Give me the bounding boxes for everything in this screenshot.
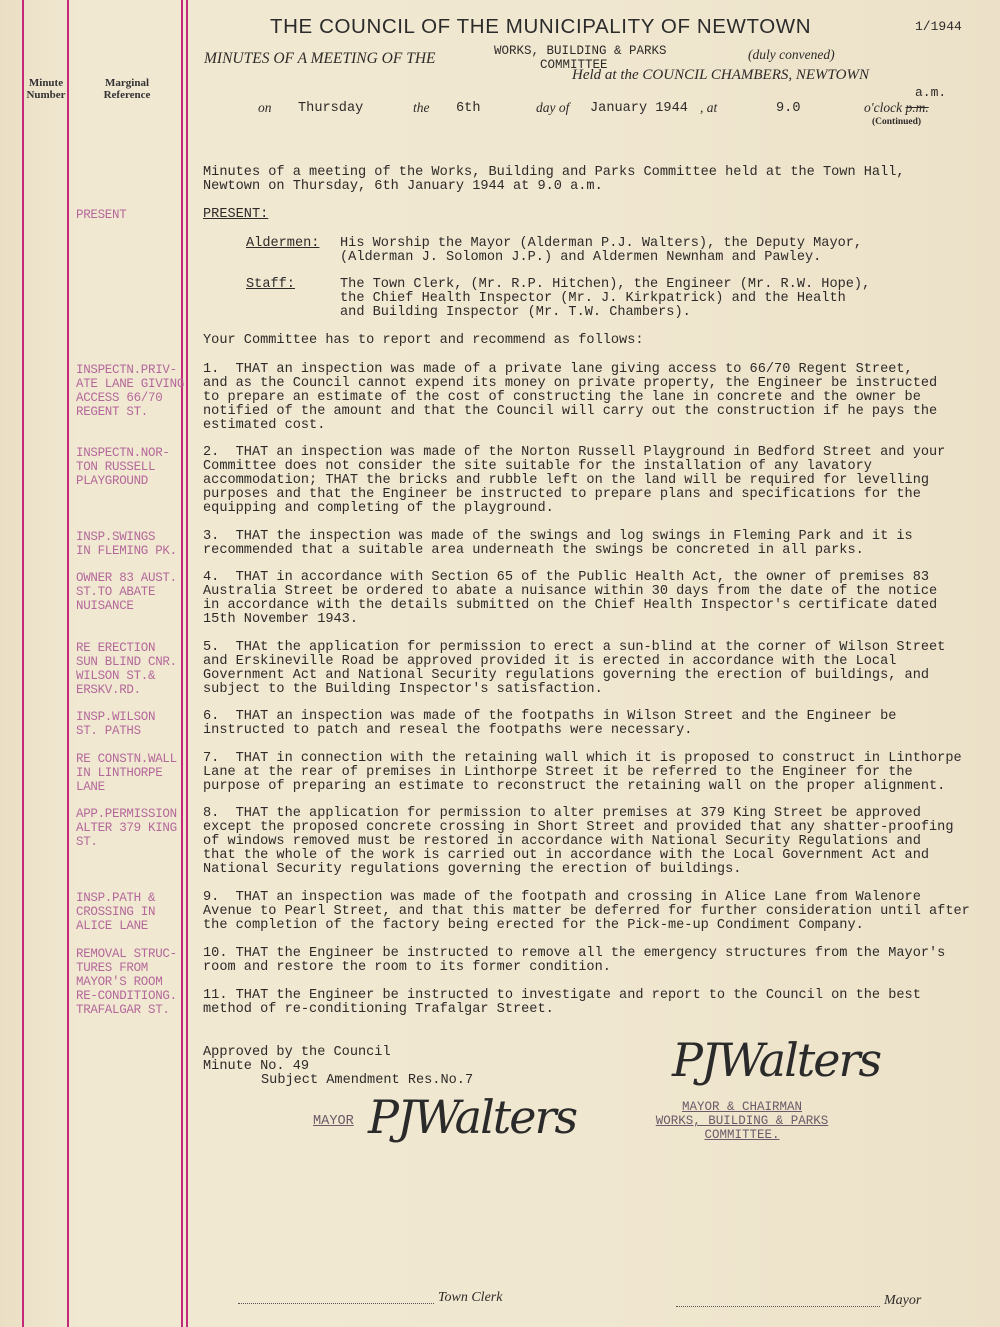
minute-item-3: 3. THAT the inspection was made of the swings and log swings in Fleming Park and it is recommended that a suitable area underneath the swings be concreted in all parks.: [203, 529, 913, 558]
chairman-title: MAYOR & CHAIRMAN WORKS, BUILDING & PARKS COMMITTEE.: [655, 1100, 829, 1142]
on-label: on: [258, 100, 272, 115]
staff-list: The Town Clerk, (Mr. R.P. Hitchen), the Engineer (Mr. R.W. Hope), the Chief Health Inspector (Mr. J. Kirkpatrick) and the Health and Building Inspector (Mr. T.W. Chambers).: [340, 277, 871, 320]
committee-name: WORKS, BUILDING & PARKS: [494, 44, 667, 58]
am-note: a.m.: [915, 85, 947, 100]
intro-paragraph: Minutes of a meeting of the Works, Building and Parks Committee held at the Town Hall, Newtown on Thursday, 6th January 1944 at 9.0 a.m.: [203, 165, 905, 194]
margin-ref-item-6: INSP.WILSON ST. PATHS: [76, 710, 156, 738]
margin-rule: [186, 0, 188, 1327]
aldermen-label: Aldermen:: [246, 236, 320, 251]
month-year: January 1944: [590, 101, 688, 116]
minute-item-1: 1. THAT an inspection was made of a private lane giving access to 66/70 Regent Street, and as the Council cannot expend its money on private property, the Engineer be instructed to prepare an estimate of the cost of constructing the lane in concrete and the owner be notified of the amount and that the Council will carry out the construction if he pays the estimated cost.: [203, 362, 938, 433]
minute-item-4: 4. THAT in accordance with Section 65 of the Public Health Act, the owner of premises 83 Australia Street be ordered to abate a nuisance within 30 days from the date of the notice in accordance with the details submitted on the Chief Health Inspector's certificate dated 15th November 1943.: [203, 570, 938, 627]
staff-label: Staff:: [246, 277, 295, 292]
margin-rule: [22, 0, 24, 1327]
weekday: Thursday: [298, 101, 364, 116]
report-line: Your Committee has to report and recommend as follows:: [203, 333, 644, 348]
committee-word: COMMITTEE: [540, 58, 608, 72]
oclock-label: o'clock p.m.: [864, 100, 929, 115]
marginal-reference-heading: Marginal Reference: [103, 77, 151, 101]
margin-ref-item-4: OWNER 83 AUST. ST.TO ABATE NUISANCE: [76, 571, 177, 613]
margin-ref-item-3: INSP.SWINGS IN FLEMING PK.: [76, 530, 177, 558]
chairman-signature: PJWalters: [672, 1033, 881, 1087]
document-number: 1/1944: [915, 19, 962, 34]
margin-ref-item-10: REMOVAL STRUC- TURES FROM MAYOR'S ROOM: [76, 947, 177, 989]
minute-number-heading: Minute Number: [26, 77, 66, 101]
margin-ref-item-2: INSPECTN.NOR- TON RUSSELL PLAYGROUND: [76, 446, 170, 488]
at-label: , at: [700, 100, 718, 115]
minutes-label: MINUTES OF A MEETING OF THE: [204, 50, 436, 67]
day-number: 6th: [456, 101, 481, 116]
margin-ref-item-7: RE CONSTN.WALL IN LINTHORPE LANE: [76, 752, 177, 794]
minute-item-6: 6. THAT an inspection was made of the footpaths in Wilson Street and the Engineer be instructed to patch and reseal the footpaths were necessary.: [203, 709, 897, 738]
minute-item-10: 10. THAT the Engineer be instructed to remove all the emergency structures from the Mayor's room and restore the room to its former condition.: [203, 946, 946, 975]
minute-item-7: 7. THAT in connection with the retaining wall which it is proposed to construct in Linthorpe Lane at the rear of premises in Linthorpe Street it be referred to the Engineer for the purpose of preparing an estimate to reconstruct the retaining wall on the proper alignment.: [203, 751, 962, 794]
margin-ref-item-9: INSP.PATH & CROSSING IN ALICE LANE: [76, 891, 156, 933]
meeting-time: 9.0: [776, 101, 801, 116]
minute-item-11: 11. THAT the Engineer be instructed to investigate and report to the Council on the best method of re-conditioning Trafalgar Street.: [203, 988, 921, 1017]
mayor-signature: PJWalters: [368, 1090, 577, 1144]
mayor-signature-line: [676, 1306, 880, 1307]
margin-rule: [67, 0, 69, 1327]
margin-ref-item-11: RE-CONDITIONG. TRAFALGAR ST.: [76, 989, 177, 1017]
mayor-label: MAYOR: [313, 1114, 354, 1129]
margin-ref-item-5: RE ERECTION SUN BLIND CNR. WILSON ST.& ERSKV.RD.: [76, 641, 177, 697]
the-label: the: [413, 100, 430, 115]
day-of-label: day of: [536, 100, 570, 115]
minute-item-8: 8. THAT the application for permission to alter premises at 379 King Street be approved except the proposed concrete crossing in Short Street and provided that any shatter-proofing of windows removed must be restored in accordance with National Security Regulations and that the whole of the work is carried out in accordance with the Local Government Act and National Security regulations governing the erection of buildings.: [203, 806, 954, 877]
minute-item-5: 5. THAt the application for permission to erect a sun-blind at the corner of Wilson Street and Erskineville Road be approved provided it is erected in accordance with the Local Government Act and National Security regulations governing the erection of buildings, and subject to the Building Inspector's satisfaction.: [203, 640, 946, 697]
duly-convened: (duly convened): [748, 47, 835, 62]
mayor-footer-label: Mayor: [884, 1293, 922, 1308]
margin-rule: [181, 0, 183, 1327]
town-clerk-signature-line: [238, 1303, 434, 1304]
present-heading: PRESENT:: [203, 207, 269, 222]
margin-ref-present: PRESENT: [76, 208, 127, 222]
council-title: THE COUNCIL OF THE MUNICIPALITY OF NEWTOWN: [270, 15, 812, 38]
aldermen-list: His Worship the Mayor (Alderman P.J. Walters), the Deputy Mayor, (Alderman J. Solomon J.P.) and Aldermen Newnham and Pawley.: [340, 236, 863, 265]
minute-item-2: 2. THAT an inspection was made of the Norton Russell Playground in Bedford Street and your Committee does not consider the site suitable for the installation of any lavatory accommodation; THAT the bricks and rubble left on the land will be required for levelling purposes and that the Engineer be instructed to prepare plans and specifications for the equipping and completing of the playground.: [203, 445, 946, 516]
margin-ref-item-8: APP.PERMISSION ALTER 379 KING ST.: [76, 807, 177, 849]
minute-item-9: 9. THAT an inspection was made of the footpath and crossing in Alice Lane from Walenore Avenue to Pearl Street, and that this matter be deferred for further consideration until after the completion of the factory being erected for the Pick-me-up Condiment Company.: [203, 890, 970, 933]
town-clerk-label: Town Clerk: [438, 1290, 503, 1305]
margin-ref-item-1: INSPECTN.PRIV- ATE LANE GIVING ACCESS 66/70 REGENT ST.: [76, 363, 185, 419]
approval-block: Approved by the Council Minute No. 49 Subject Amendment Res.No.7: [203, 1045, 474, 1088]
continued-label: (Continued): [872, 117, 922, 127]
held-at: Held at the COUNCIL CHAMBERS, NEWTOWN: [572, 67, 869, 83]
